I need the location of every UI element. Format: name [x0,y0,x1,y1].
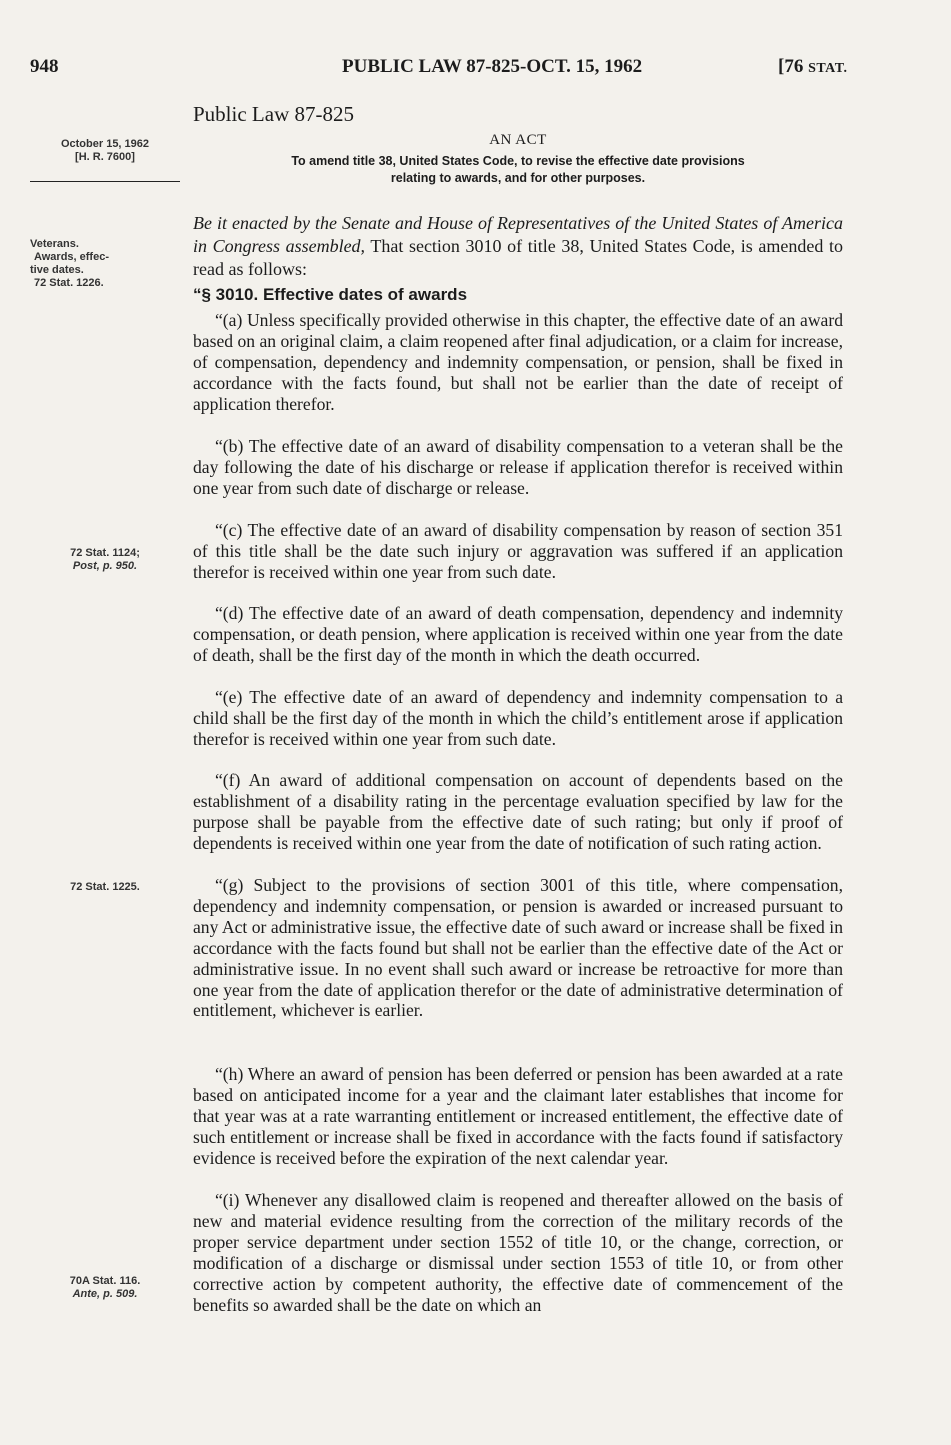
paragraph-e: “(e) The effective date of an award of dependency and indemnity compensation to a child shall be the first day of the month in which the child’s entitlement arose if application therefor is received within one year from such date. [193,687,843,749]
paragraph-d: “(d) The effective date of an award of death compensation, dependency and indemnity compensation, or death pension, where application is received within one year from the date of death, shall be the first day of the month in which the death occurred. [193,603,843,665]
header-volume: [76 STAT. [778,56,848,77]
margin-divider [30,181,180,182]
paragraph-h: “(h) Where an award of pension has been deferred or pension has been awarded at a rate based on anticipated income for a year and the claimant later establishes that income for that year was at a rate warranting entitlement or increased entitlement, the effective date of such entitlement or increase shall be fixed in accordance with the facts found if satisfactory evidence is received before the expiration of the next calendar year. [193,1064,843,1168]
margin-topic: Veterans. Awards, effec- tive dates. 72 Stat. 1226. [30,238,109,289]
long-title: To amend title 38, United States Code, to revise the effective date provisions relating to awards, and for other purposes. [291,154,745,185]
paragraph-b: “(b) The effective date of an award of disability compensation to a veteran shall be the day following the date of his discharge or release if application therefor is received within one year from such date of discharge or release. [193,436,843,498]
paragraph-i: “(i) Whenever any disallowed claim is reopened and thereafter allowed on the basis of new and material evidence resulting from the correction of the military records of the proper service department under section 1552 of title 10, or the change, correction, or modification of a discharge or dismissal under section 1553 of title 10, or from other corrective action by competent authority, the effective date of commencement of the benefits so awarded shall be the date on which an [193,1190,843,1315]
paragraph-a: “(a) Unless specifically provided otherwise in this chapter, the effective date of an award based on an original claim, a claim reopened after final adjudication, or a claim for increase, of compensation, dependency and indemnity compensation, or pension, shall be fixed in accordance with the facts found, but shall not be earlier than the date of receipt of application therefor. [193,310,843,414]
margin-ref-g: 72 Stat. 1225. [70,881,140,893]
margin-ref-i: 70A Stat. 116. Ante, p. 509. [69,1275,141,1300]
header-title: PUBLIC LAW 87-825-OCT. 15, 1962 [342,56,643,77]
paragraph-g: “(g) Subject to the provisions of section 3001 of this title, where compensation, dependency and indemnity compensation, or pension is awarded or increased pursuant to any Act or administrative issue, the effective date of such award or increase shall be fixed in accordance with the facts found but shall not be earlier than the effective date of the Act or administrative issue. In no event shall such award or increase be retroactive for more than one year from the date of application therefor or the date of administrative determination of entitlement, whichever is earlier. [193,875,843,1021]
paragraph-c: “(c) The effective date of an award of disability compensation by reason of section 351 of this title shall be the date such injury or aggravation was suffered if an application therefor is received within one year from such date. [193,520,843,582]
margin-date: October 15, 1962 [H. R. 7600] [60,138,150,163]
enacting-clause: Be it enacted by the Senate and House of Representatives of the United States of America in Congress assembled, That section 3010 of title 38, United States Code, is amended to read as follows: [193,213,843,279]
running-header [30,56,850,86]
an-act-heading: AN ACT [489,132,547,148]
section-heading: “§ 3010. Effective dates of awards [193,285,468,304]
page-number: 948 [30,56,59,77]
margin-ref-c: 72 Stat. 1124; Post, p. 950. [70,547,140,572]
paragraph-f: “(f) An award of additional compensation on account of dependents based on the establishment of a disability rating in the percentage evaluation specified by law for the purpose shall be payable from the effective date of such rating; but only if proof of dependents is received within one year from the date of notification of such rating action. [193,770,843,853]
public-law-label: Public Law 87-825 [193,102,354,126]
